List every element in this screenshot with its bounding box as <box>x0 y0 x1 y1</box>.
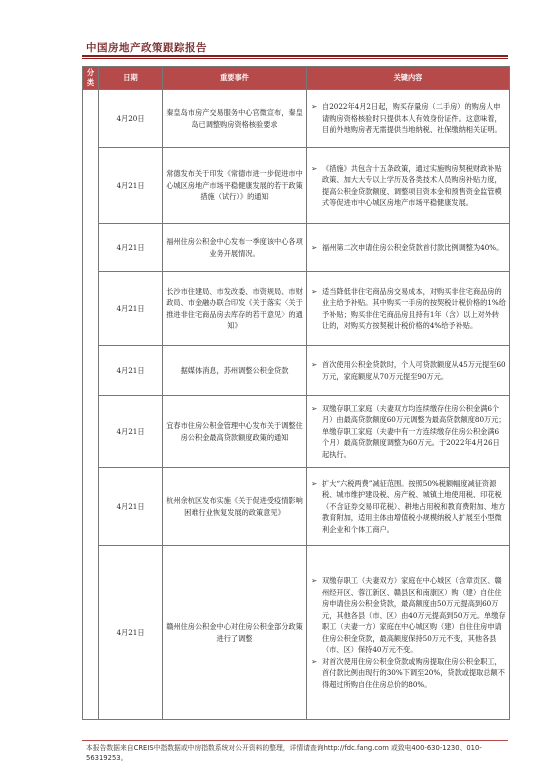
content-bullet: ➢ 适当降低非住宅商品房交易成本，对购买非住宅商品房的业主给予补贴。其中购买一手房的按契税计税价格的1%给予补贴；购买非住宅商品房且持有1年（含）以上对外转让的，对购买方按契税计税价格的4%给予补贴。 <box>322 286 506 332</box>
table-row <box>83 396 510 468</box>
table-row <box>83 468 510 546</box>
content-cell <box>307 546 510 720</box>
header-divider-thin <box>82 58 508 59</box>
event-cell: 福州住房公积金中心发布一季度该中心各项业务开展情况。 <box>163 224 307 272</box>
column-header-event: 重要事件 <box>163 67 307 90</box>
table-row <box>83 272 510 346</box>
date-cell: 4月20日 <box>99 90 163 148</box>
header-divider <box>82 55 508 57</box>
table-row <box>83 148 510 224</box>
content-bullet: ➢ 首次使用公积金贷款时，个人可贷款额度从45万元提至60万元，家庭额度从70万元提至90万元。 <box>322 359 506 382</box>
footer-note: 本报告数据来自CREIS中指数据或中房指数系统对公开资料的整理，详情请查询http://fdc.fang.com 或致电400-630-1230、010-56319253。 <box>86 744 482 762</box>
event-cell: 长沙市住建局、市发改委、市资规局、市财政局、市金融办联合印发《关于落实〈关于推进非住宅商品房去库存的若干意见〉的通知》 <box>163 272 307 346</box>
content-bullet: ➢ 对首次使用住房公积金贷款或购房提取住房公积金职工，首付款比例由现行的30%下调至20%，贷款或提取总额不得超过所购自住住房总价的80%。 <box>322 656 506 691</box>
date-cell: 4月21日 <box>99 546 163 720</box>
content-bullet: ➢ 双缴存职工（夫妻双方）家庭在中心城区（含章贡区、赣州经开区、蓉江新区、赣县区和南康区）购（建）自住住房申请住房公积金贷款，最高额度由50万元提高到60万元，其他各县（市、区）由40万元提高到50万元。单缴存职工（夫妻一方）家庭在中心城区购（建）自住住房申请住房公积金贷款，最高额度保持50万元不变，其他各县（市、区）保持40万元不变。 <box>322 575 506 656</box>
content-bullet: ➢ 福州第二次申请住房公积金贷款首付款比例调整为40%。 <box>322 242 506 254</box>
event-cell: 宜春市住房公积金管理中心发布关于调整住房公积金最高贷款额度政策的通知 <box>163 396 307 468</box>
content-bullet: ➢ 自2022年4月2日起，购买存量房（二手房）的购房人申请购房资格核验时只提供本人有效身份证件。这意味着，目前外地购房者无需提供当地纳税、社保缴纳相关证明。 <box>322 101 506 136</box>
date-cell: 4月21日 <box>99 148 163 224</box>
content-bullet: ➢ 扩大“六税两费”减征范围。按照50%税额幅度减征资源税、城市维护建设税、房产税、城镇土地使用税、印花税（不含证券交易印花税）、耕地占用税和教育费附加、地方教育附加，适用主体由增值税小规模纳税人扩展至小型微利企业和个体工商户。 <box>322 478 506 536</box>
content-cell <box>307 90 510 148</box>
content-cell <box>307 272 510 346</box>
column-header-content: 关键内容 <box>307 67 510 90</box>
table-row <box>83 224 510 272</box>
date-cell: 4月21日 <box>99 346 163 396</box>
table-row <box>83 346 510 396</box>
table-row <box>83 90 510 148</box>
event-cell: 赣州住房公积金中心对住房公积金部分政策进行了调整 <box>163 546 307 720</box>
content-bullet: ➢ 双缴存职工家庭（夫妻双方均连续缴存住房公积金满6个月）由最高贷款额度60万元调整为最高贷款额度80万元；单缴存职工家庭（夫妻中有一方连续缴存住房公积金满6个月）最高贷款额度调整为60万元。于2022年4月26日起执行。 <box>322 403 506 461</box>
event-cell: 杭州余杭区发布实施《关于促进受疫情影响困难行业恢复发展的政策意见》 <box>163 468 307 546</box>
date-cell: 4月21日 <box>99 468 163 546</box>
category-cell <box>83 90 99 720</box>
footer-divider <box>82 740 508 741</box>
report-title: 中国房地产政策跟踪报告 <box>86 42 207 54</box>
table-header-row <box>83 67 510 90</box>
date-cell: 4月21日 <box>99 396 163 468</box>
column-header-category: 分类 <box>83 67 99 90</box>
date-cell: 4月21日 <box>99 224 163 272</box>
content-bullet: ➢ 《措施》共包含十五条政策，通过实施购房契税财政补贴政策、加大大专以上学历及各类技术人员购房补贴力度，提高公积金贷款额度、调整项目资本金和预售资金监管模式等促进市中心城区房地产市场平稳健康发展。 <box>322 163 506 209</box>
content-cell <box>307 224 510 272</box>
event-cell: 秦皇岛市房产交易服务中心官微宣布，秦皇岛已调整购房资格核验要求 <box>163 90 307 148</box>
content-cell <box>307 396 510 468</box>
policy-table <box>82 66 510 720</box>
date-cell: 4月21日 <box>99 272 163 346</box>
event-cell: 常德发布关于印发《常德市进一步促进市中心城区房地产市场平稳健康发展的若干政策措施（试行）》的通知 <box>163 148 307 224</box>
column-header-date: 日期 <box>99 67 163 90</box>
content-cell <box>307 148 510 224</box>
content-cell <box>307 346 510 396</box>
content-cell <box>307 468 510 546</box>
table-row <box>83 546 510 720</box>
event-cell: 据媒体消息，苏州调整公积金贷款 <box>163 346 307 396</box>
